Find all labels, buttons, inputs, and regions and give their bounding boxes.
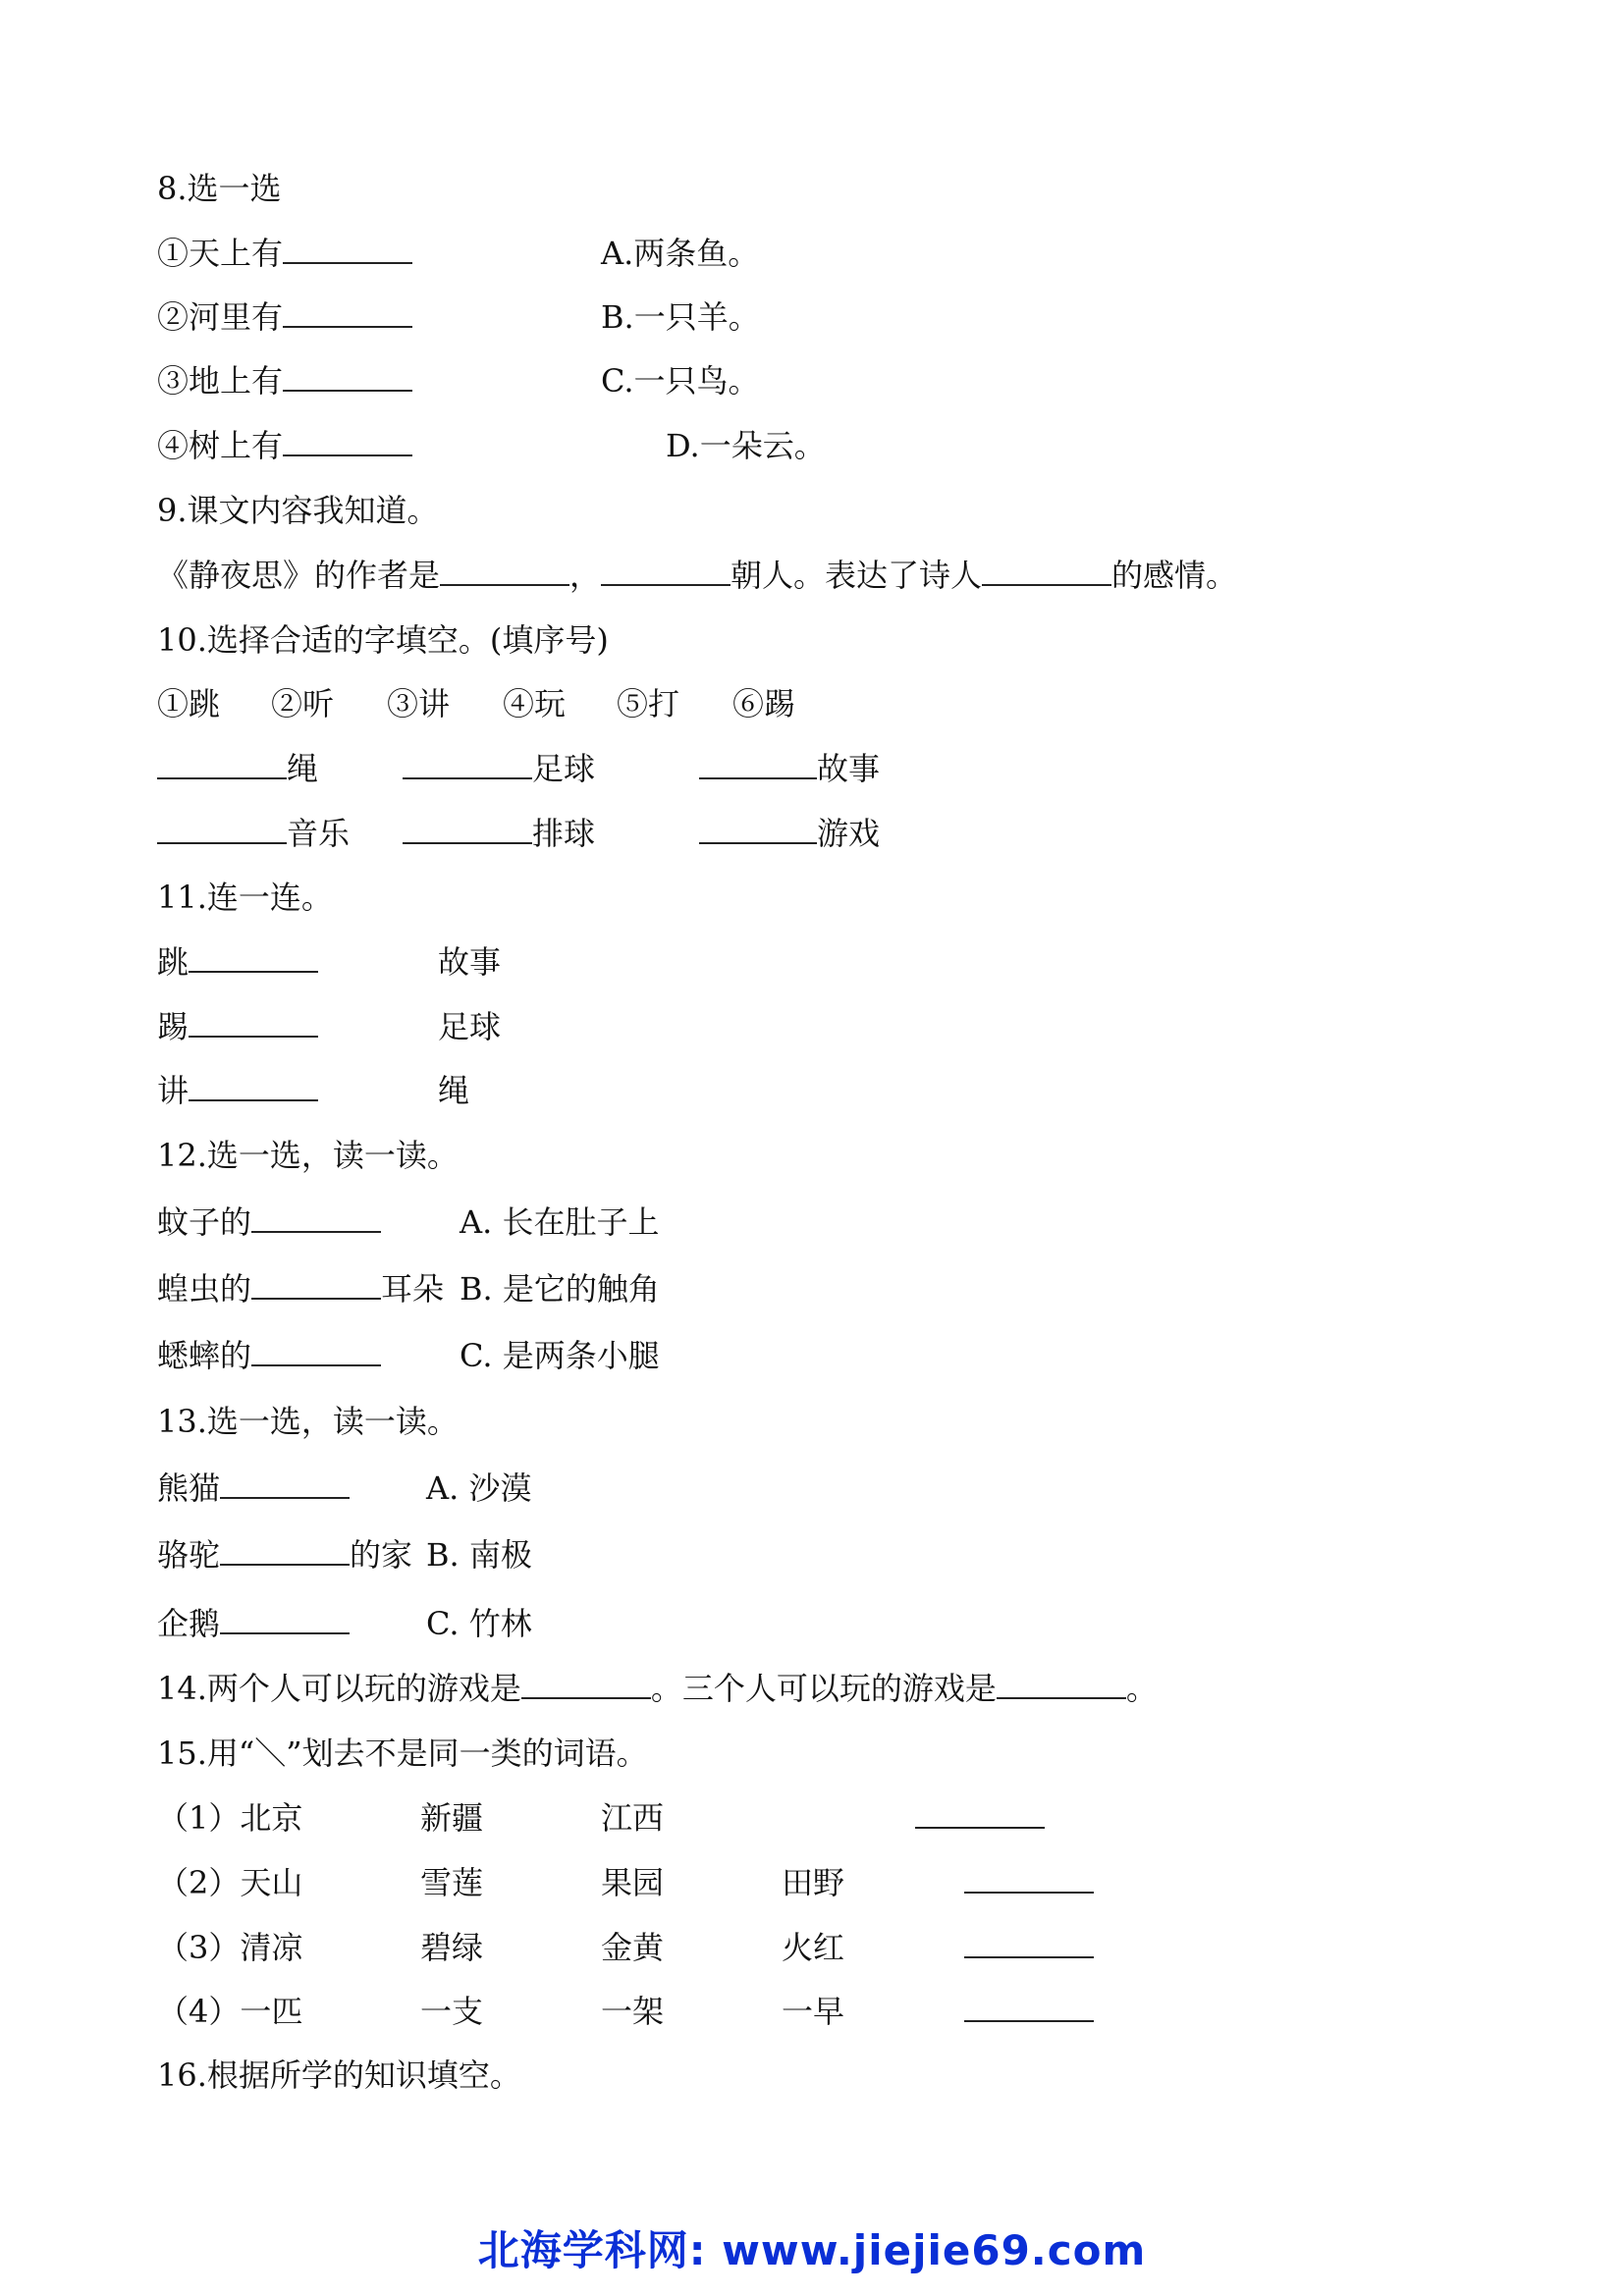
q11-left-3: 讲 bbox=[157, 1071, 318, 1110]
q10-option: ⑥踢 bbox=[732, 685, 796, 722]
q12-left-1: 蚊子的 bbox=[157, 1202, 381, 1242]
q10-row1-item: 故事 bbox=[699, 749, 880, 788]
answer-blank[interactable] bbox=[403, 750, 532, 779]
q13-left-1: 熊猫 bbox=[157, 1468, 350, 1508]
answer-blank[interactable] bbox=[521, 1670, 651, 1699]
q11-right-1: 故事 bbox=[438, 943, 502, 981]
q8-left-4: ④树上有 bbox=[157, 426, 412, 465]
q8-left-1: ①天上有 bbox=[157, 234, 412, 273]
q8-left-2: ②河里有 bbox=[157, 297, 412, 337]
q15-row1-answer bbox=[915, 1798, 1045, 1838]
q15-row4-word: 一架 bbox=[601, 1993, 665, 2030]
q15-row1-word: （1）北京 bbox=[157, 1799, 303, 1837]
q15-row2-answer bbox=[964, 1863, 1094, 1902]
q11-left-1: 跳 bbox=[157, 942, 318, 982]
answer-blank[interactable] bbox=[964, 1864, 1094, 1894]
q8-right-4: D.一朵云。 bbox=[666, 427, 826, 464]
answer-blank[interactable] bbox=[220, 1605, 350, 1634]
q15-row2-word: 果园 bbox=[601, 1864, 665, 1901]
q12-right-2: B. 是它的触角 bbox=[460, 1270, 660, 1308]
q12-right-1: A. 长在肚子上 bbox=[460, 1203, 660, 1241]
q10-row1-item: 绳 bbox=[157, 749, 318, 788]
answer-blank[interactable] bbox=[220, 1469, 350, 1499]
q15-row1-word: 新疆 bbox=[420, 1799, 484, 1837]
q12-right-3: C. 是两条小腿 bbox=[460, 1337, 660, 1374]
answer-blank[interactable] bbox=[283, 235, 412, 264]
q8-right-2: B.一只羊。 bbox=[601, 298, 760, 336]
answer-blank[interactable] bbox=[157, 815, 287, 844]
q13-right-2: B. 南极 bbox=[426, 1536, 532, 1574]
q10-row2-item: 排球 bbox=[403, 814, 595, 853]
q15-row4-word: （4）一匹 bbox=[157, 1993, 303, 2030]
q8-left-3: ③地上有 bbox=[157, 361, 412, 400]
q15-row4-word: 一支 bbox=[420, 1993, 484, 2030]
answer-blank[interactable] bbox=[189, 1008, 318, 1038]
q15-row3-word: （3）清凉 bbox=[157, 1929, 303, 1966]
answer-blank[interactable] bbox=[283, 298, 412, 328]
answer-blank[interactable] bbox=[964, 1929, 1094, 1958]
q8-right-1: A.两条鱼。 bbox=[601, 235, 760, 272]
q15-row1-word: 江西 bbox=[601, 1799, 665, 1837]
answer-blank[interactable] bbox=[189, 943, 318, 973]
q10-row1-item: 足球 bbox=[403, 749, 595, 788]
q13-right-3: C. 竹林 bbox=[426, 1605, 532, 1642]
q8-right-3: C.一只鸟。 bbox=[601, 362, 760, 400]
q11-right-3: 绳 bbox=[438, 1072, 470, 1109]
q10-title: 10.选择合适的字填空。(填序号) bbox=[157, 621, 609, 659]
answer-blank[interactable] bbox=[189, 1072, 318, 1101]
q12-title: 12.选一选，读一读。 bbox=[157, 1137, 459, 1174]
q9-sentence: 《静夜思》的作者是 ， 朝人。表达了诗人 的感情。 bbox=[157, 557, 1238, 594]
answer-blank[interactable] bbox=[251, 1270, 381, 1300]
q13-title: 13.选一选，读一读。 bbox=[157, 1403, 459, 1440]
q15-row2-word: 田野 bbox=[782, 1864, 845, 1901]
q11-left-2: 踢 bbox=[157, 1007, 318, 1046]
q10-row2-item: 游戏 bbox=[699, 814, 880, 853]
answer-blank[interactable] bbox=[915, 1799, 1045, 1829]
answer-blank[interactable] bbox=[157, 750, 287, 779]
q15-row3-word: 碧绿 bbox=[420, 1929, 484, 1966]
q13-right-1: A. 沙漠 bbox=[426, 1469, 532, 1507]
q15-row2-word: （2）天山 bbox=[157, 1864, 303, 1901]
q15-row2-word: 雪莲 bbox=[420, 1864, 484, 1901]
q12-left-2: 蝗虫的 耳朵 bbox=[157, 1270, 445, 1308]
answer-blank[interactable] bbox=[283, 362, 412, 392]
q15-row4-word: 一早 bbox=[782, 1993, 845, 2030]
q15-row3-word: 金黄 bbox=[601, 1929, 665, 1966]
q15-row3-answer bbox=[964, 1928, 1094, 1967]
answer-blank[interactable] bbox=[964, 1993, 1094, 2022]
q10-option: ⑤打 bbox=[617, 685, 680, 722]
answer-blank[interactable] bbox=[699, 815, 817, 844]
answer-blank[interactable] bbox=[251, 1203, 381, 1233]
q13-left-2: 骆驼 的家 bbox=[157, 1536, 413, 1574]
q9-title: 9.课文内容我知道。 bbox=[157, 492, 439, 529]
answer-blank[interactable] bbox=[251, 1337, 381, 1366]
q11-title: 11.连一连。 bbox=[157, 879, 333, 916]
q15-row3-word: 火红 bbox=[782, 1929, 845, 1966]
q15-title: 15.用“＼”划去不是同一类的词语。 bbox=[157, 1735, 648, 1772]
answer-blank[interactable] bbox=[699, 750, 817, 779]
answer-blank[interactable] bbox=[440, 557, 569, 586]
q12-left-3: 蟋蟀的 bbox=[157, 1336, 381, 1375]
q10-option: ④玩 bbox=[503, 685, 567, 722]
q14-sentence: 14.两个人可以玩的游戏是 。三个人可以玩的游戏是 。 bbox=[157, 1670, 1158, 1707]
q16-title: 16.根据所学的知识填空。 bbox=[157, 2056, 521, 2094]
q10-option: ②听 bbox=[271, 685, 335, 722]
q15-row4-answer bbox=[964, 1992, 1094, 2031]
q10-option: ①跳 bbox=[157, 685, 221, 722]
answer-blank[interactable] bbox=[403, 815, 532, 844]
q11-right-2: 足球 bbox=[438, 1008, 502, 1045]
q8-title: 8.选一选 bbox=[157, 170, 282, 207]
footer-watermark: 北海学科网: www.jiejie69.com bbox=[477, 2226, 1147, 2274]
answer-blank[interactable] bbox=[982, 557, 1111, 586]
answer-blank[interactable] bbox=[220, 1536, 350, 1566]
q10-row2-item: 音乐 bbox=[157, 814, 350, 853]
answer-blank[interactable] bbox=[997, 1670, 1126, 1699]
answer-blank[interactable] bbox=[601, 557, 731, 586]
q13-left-3: 企鹅 bbox=[157, 1604, 350, 1643]
answer-blank[interactable] bbox=[283, 427, 412, 456]
q10-option: ③讲 bbox=[387, 685, 451, 722]
